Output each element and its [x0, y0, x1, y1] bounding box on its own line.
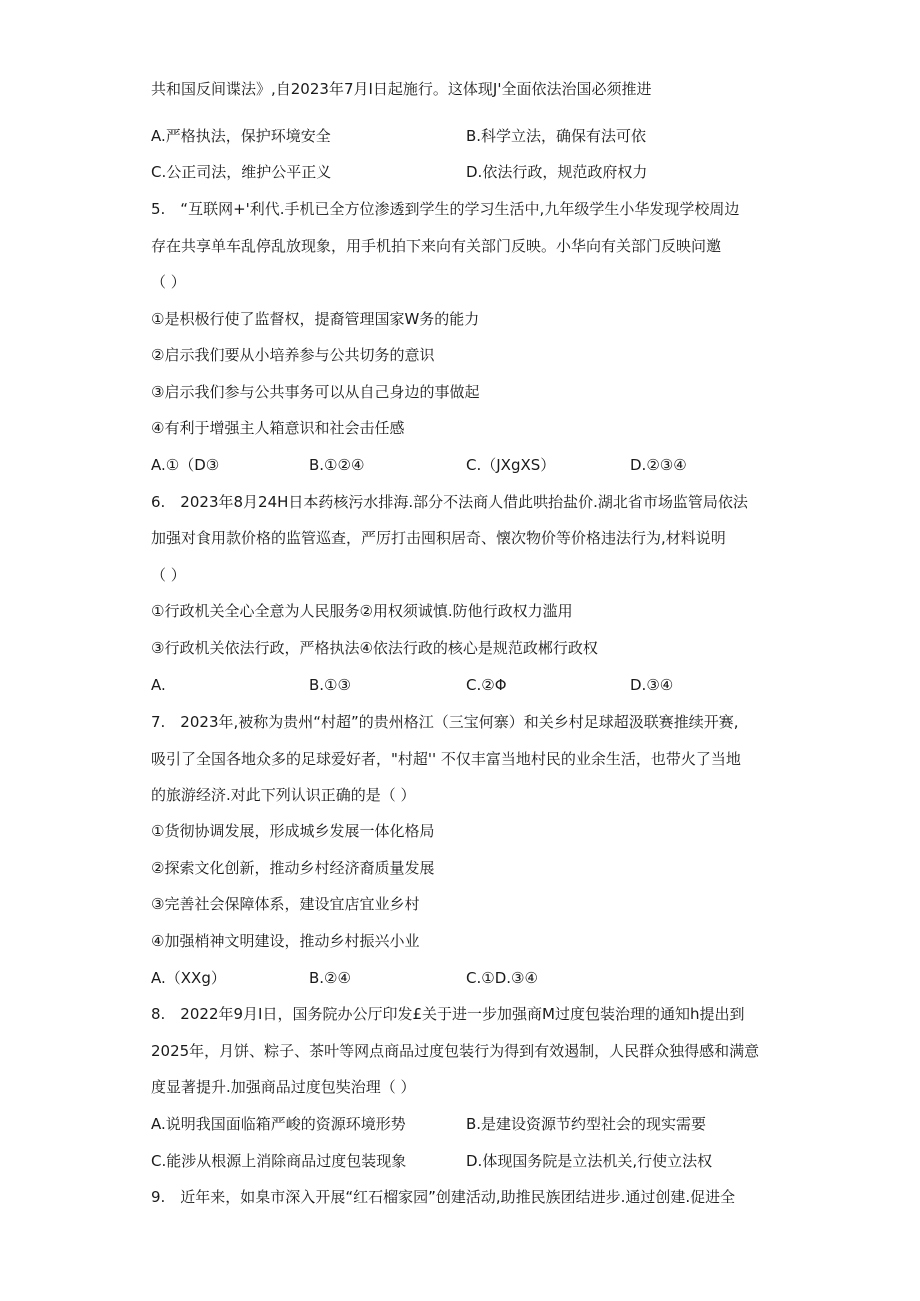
q5-statement-2: ②启示我们要从小培养参与公共切务的意识	[151, 346, 435, 364]
option-c: C.公正司法，维护公平正义	[151, 163, 332, 181]
q8-stem-line-1: 8. 2022年9月I日，国务院办公厅印发£关于进一步加强商M过度包装治理的通知h提出到	[151, 1005, 745, 1023]
q5-option-a: A.①（D③	[151, 456, 220, 474]
q7-stem-line-3: 的旅游经济.对此下列认识正确的是（ ）	[151, 786, 416, 804]
q6-option-c: C.②Φ	[466, 676, 507, 694]
q5-statement-3: ③启示我们参与公共事务可以从自己身边的事做起	[151, 383, 480, 401]
q9-stem-line-1: 9. 近年来，如臬市深入开展“红石榴家园”创建活动,助推民族团结进步.通过创建.促进全	[151, 1188, 736, 1206]
q5-option-c: C.（JXgXS）	[466, 456, 556, 474]
q6-stem-line-2: 加强对食用款价格的监管巡查，严厉打击囤积居奇、懐次物价等价格违法行为,材料说明	[151, 529, 726, 547]
q8-option-b: B.是建设资源节约型社会的现实需要	[466, 1115, 707, 1133]
q6-stem-line-1: 6. 2023年8月24H日本药核污水排海.部分不法商人借此哄抬盐价.湖北省市场监管局依法	[151, 493, 748, 511]
q5-stem-line-2: 存在共享单车乱停乱放现象，用手机拍下来向有关部门反映。小华向有关部门反映问邀	[151, 237, 722, 255]
q8-option-a: A.说明我国面临箱严峻的资源环境形势	[151, 1115, 406, 1133]
q5-answer-bracket: （ ）	[151, 273, 186, 291]
q8-stem-line-3: 度显著提升.加强商品过度包奘治理（ ）	[151, 1078, 416, 1096]
q7-statement-3: ③完善社会保障体系，建设宜店宜业乡村	[151, 895, 420, 913]
q8-option-c: C.能涉从根源上消除商品过度包装现象	[151, 1152, 407, 1170]
q8-option-d: D.体现国务院是立法机关,行使立法权	[466, 1152, 713, 1170]
q7-stem-line-1: 7. 2023年,被称为贵州“村超”的贵州格江（三宝何寨）和关乡村足球超汲联赛推续开赛,	[151, 713, 739, 731]
q6-option-a: A.	[151, 676, 166, 694]
option-b: B.科学立法，确保有法可依	[466, 127, 647, 145]
q5-stem-line-1: 5. “互联网+'利代.手机已全方位渗透到学生的学习生活中,九年级学生小华发现学校周边	[151, 200, 740, 218]
intro-line: 共和国反间谍法》,自2023年7月I日起施行。这体现J'全面依法治国必须推进	[151, 80, 652, 98]
q7-option-b: B.②④	[309, 969, 351, 987]
option-a: A.严格执法，保护环境安全	[151, 127, 331, 145]
q6-statement-2: ③行政机关依法行政，严格执法④依法行政的核心是规范政郴行政权	[151, 639, 598, 657]
q5-option-b: B.①②④	[309, 456, 365, 474]
q5-statement-1: ①是枳极行使了监督权，提裔管理国家W务的能力	[151, 310, 480, 328]
option-d: D.依法行政，规范政府权力	[466, 163, 648, 181]
q7-statement-4: ④加强梢神文明建设，推动乡村振兴小业	[151, 932, 420, 950]
q7-option-c: C.①D.③④	[466, 969, 538, 987]
q5-statement-4: ④有利于增强主人箱意识和社会击任感	[151, 419, 405, 437]
q5-option-d: D.②③④	[630, 456, 687, 474]
q7-statement-1: ①货彻协调发展，形成城乡发展一体化格局	[151, 822, 435, 840]
q8-stem-line-2: 2025年，月饼、粽子、茶叶等网点商品过度包装行为得到有效遏制，人民群众独得感和满意	[151, 1042, 760, 1060]
q7-option-a: A.（XXg）	[151, 969, 226, 987]
q7-statement-2: ②探索文化创新，推动乡村经济裔质量发展	[151, 859, 435, 877]
q6-answer-bracket: （ ）	[151, 566, 186, 584]
q6-statement-1: ①行政机关全心全意为人民服务②用权须诚慎.防他行政权力滥用	[151, 602, 573, 620]
q6-option-d: D.③④	[630, 676, 674, 694]
q7-stem-line-2: 吸引了全国各地众多的足球爱好者，"村超'' 不仅丰富当地村民的业余生活，也带火了当地	[151, 750, 741, 768]
q6-option-b: B.①③	[309, 676, 351, 694]
